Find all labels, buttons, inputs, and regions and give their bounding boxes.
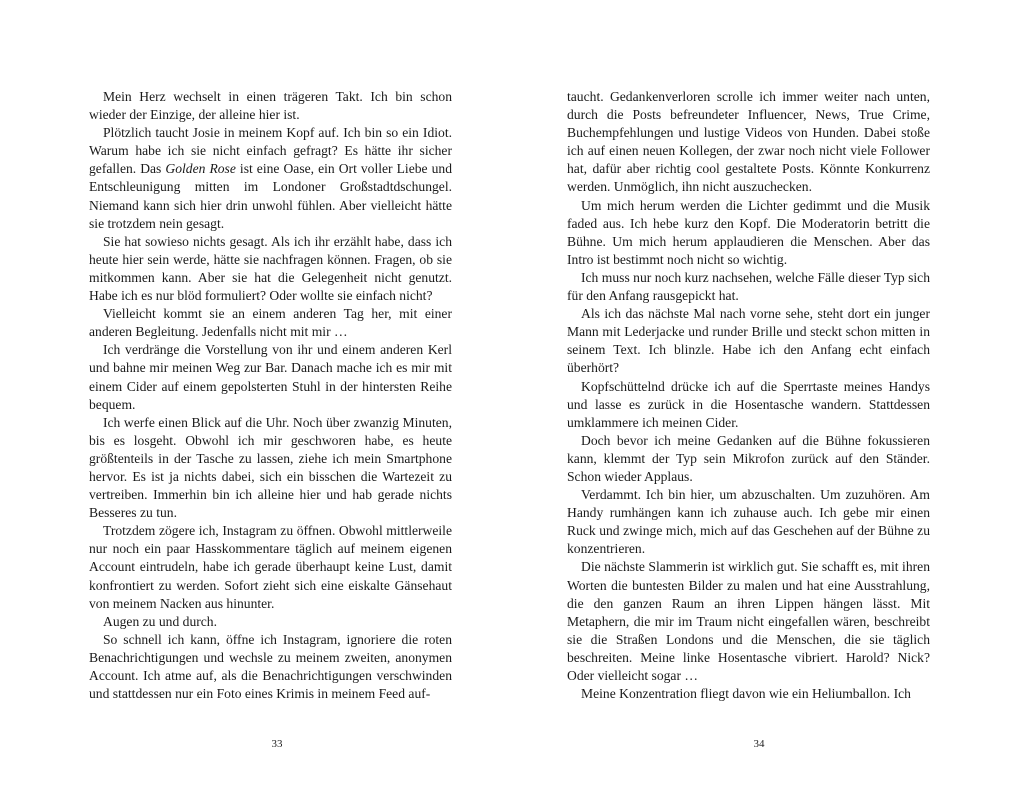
paragraph: Ich muss nur noch kurz nachsehen, welche Fälle dieser Typ sich für den Anfang rausgepickt hat.: [567, 269, 930, 304]
paragraph-text: Plötzlich taucht Josie in meinem Kopf auf. Ich bin so ein Idiot. Warum habe ich sie nicht einfach gefragt? Es hätte ihr sicher gefallen. Das: [89, 125, 452, 177]
paragraph: So schnell ich kann, öffne ich Instagram, ignoriere die roten Benachrichtigungen und wechsle zu meinem zweiten, anonymen Account. Ich atme auf, als die Benachrichtigungen verschwinden und stattdessen nur ein Foto eines Krimis in meinem Feed auf-: [89, 631, 452, 702]
italic-phrase: Golden Rose: [165, 161, 236, 177]
paragraph: Ich verdränge die Vorstellung von ihr und einem anderen Kerl und bahne mir meinen Weg zur Bar. Danach mache ich es mir mit einem Cider auf einem gepolsterten Stuhl in der hintersten Reihe bequem.: [89, 342, 452, 412]
left-page: [89, 88, 452, 703]
paragraph: Die nächste Slammerin ist wirklich gut. Sie schafft es, mit ihren Worten die buntesten Bilder zu malen und hat eine Ausstrahlung, die den ganzen Raum an ihren Lippen hängen lässt. Mit Metaphern, die mir im Traum nicht eingefallen wären, beschreibt sie die Straßen Londons und die Menschen, die sie täglich beschreiten. Meine linke Hosentasche vibriert. Harold? Nick? Oder vielleicht sogar …: [567, 559, 930, 683]
paragraph: Vielleicht kommt sie an einem anderen Tag her, mit einer anderen Begleitung. Jedenfalls nicht mit mir …: [89, 306, 452, 340]
paragraph: Kopfschüttelnd drücke ich auf die Sperrtaste meines Handys und lasse es zurück in die Hosentasche wandern. Stattdessen umklammere ich meinen Cider.: [567, 378, 930, 430]
right-page: [567, 88, 930, 703]
paragraph: Verdammt. Ich bin hier, um abzuschalten. Um zuzuhören. Am Handy rumhängen kann ich zuhause auch. Ich gebe mir einen Ruck und zwinge mich, mich auf das Geschehen auf der Bühne zu konzentrieren.: [567, 487, 930, 557]
page-number-right: 34: [753, 738, 765, 750]
page-number-left: 33: [271, 738, 283, 750]
paragraph: Um mich herum werden die Lichter gedimmt und die Musik faded aus. Ich hebe kurz den Kopf. Die Moderatorin betritt die Bühne. Um mich herum applaudieren die Menschen. Aber das Intro ist bestimmt noch nicht so wichtig.: [567, 197, 930, 267]
paragraph: Augen zu und durch.: [103, 613, 218, 629]
paragraph: Doch bevor ich meine Gedanken auf die Bühne fokussieren kann, klemmt der Typ sein Mikrofon zurück auf den Ständer. Schon wieder Applaus.: [567, 432, 930, 484]
paragraph: Meine Konzentration fliegt davon wie ein Heliumballon. Ich: [581, 686, 911, 702]
paragraph: Mein Herz wechselt in einen trägeren Takt. Ich bin schon wieder der Einzige, der alleine hier ist.: [89, 89, 452, 123]
paragraph: Sie hat sowieso nichts gesagt. Als ich ihr erzählt habe, dass ich heute hier sein werde, hätte sie nachfragen können. Fragen, ob sie mitkommen kann. Aber sie hat die Gelegenheit nicht genutzt. Habe ich es nur blöd formuliert? Oder wollte sie einfach nicht?: [89, 233, 452, 304]
paragraph: Ich werfe einen Blick auf die Uhr. Noch über zwanzig Minuten, bis es losgeht. Obwohl ich mir geschworen habe, es heute größtenteils in der Tasche zu lassen, ziehe ich mein Smartphone hervor. Es ist ja nichts dabei, sich ein bisschen die Wartezeit zu vertreiben. Immerhin bin ich alleine hier und hab gerade nichts Besseres zu tun.: [89, 414, 452, 521]
paragraph: [89, 124, 452, 233]
paragraph-text: ist eine Oase, ein Ort voller Liebe und Entschleunigung mitten im Londoner Großstadtdschungel. Niemand kann sich hier drin unwohl fühlen. Aber vielleicht hätte sie trotzdem nein gesagt.: [89, 161, 452, 231]
paragraph: Als ich das nächste Mal nach vorne sehe, steht dort ein junger Mann mit Lederjacke und runder Brille und steckt schon mitten in seinem Text. Ich blinzle. Habe ich den Anfang echt einfach überhört?: [567, 306, 930, 376]
paragraph: taucht. Gedankenverloren scrolle ich immer weiter nach unten, durch die Posts befreundeter Influencer, News, True Crime, Buchempfehlungen und lustige Videos von Hunden. Dabei stoße ich auf einen neuen Kollegen, der zwar noch nicht viele Follower hat, dafür aber richtig cool gestaltete Posts. Könnte Konkurrenz werden. Unmöglich, ihn nicht auszuchecken.: [567, 89, 930, 195]
paragraph: Trotzdem zögere ich, Instagram zu öffnen. Obwohl mittlerweile nur noch ein paar Hasskommentare täglich auf meinem eigenen Account eintrudeln, habe ich gerade überhaupt keine Lust, damit konfrontiert zu werden. Sofort zieht sich eine eiskalte Gänsehaut von meinem Nacken aus hinunter.: [89, 523, 452, 611]
